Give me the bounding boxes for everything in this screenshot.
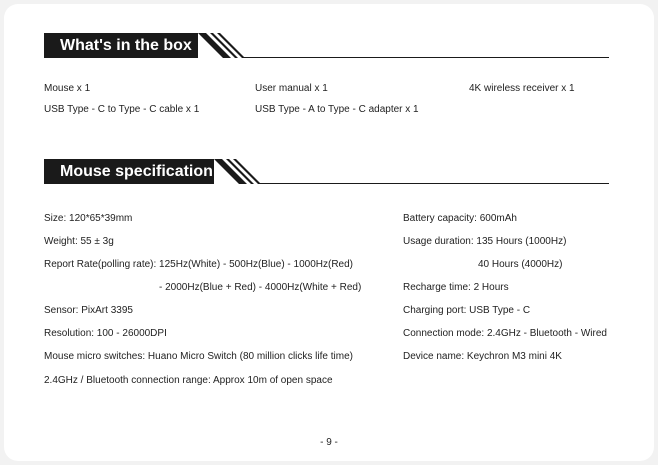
spec-section-title: Mouse specification — [44, 159, 214, 184]
spec-usage: Usage duration: 135 Hours (1000Hz) — [403, 236, 567, 247]
header-stripes-icon — [198, 33, 264, 59]
spec-battery: Battery capacity: 600mAh — [403, 213, 517, 224]
header-rule — [244, 57, 609, 58]
spec-connection: Connection mode: 2.4GHz - Bluetooth - Wired — [403, 328, 607, 339]
spec-weight: Weight: 55 ± 3g — [44, 236, 114, 247]
box-item: 4K wireless receiver x 1 — [469, 83, 575, 94]
spec-device-name: Device name: Keychron M3 mini 4K — [403, 351, 562, 362]
box-item: USB Type - A to Type - C adapter x 1 — [255, 104, 419, 115]
spec-range: 2.4GHz / Bluetooth connection range: Approx 10m of open space — [44, 375, 333, 386]
spec-charging-port: Charging port: USB Type - C — [403, 305, 531, 316]
spec-section-header — [44, 159, 609, 185]
manual-page — [4, 4, 654, 461]
spec-recharge: Recharge time: 2 Hours — [403, 282, 509, 293]
header-rule — [260, 183, 609, 184]
spec-switches: Mouse micro switches: Huano Micro Switch (80 million clicks life time) — [44, 351, 353, 362]
box-section-header — [44, 33, 609, 59]
header-stripes-icon — [214, 159, 280, 185]
spec-size: Size: 120*65*39mm — [44, 213, 133, 224]
spec-report-rate-cont: - 2000Hz(Blue + Red) - 4000Hz(White + Red) — [159, 282, 362, 293]
spec-sensor: Sensor: PixArt 3395 — [44, 305, 133, 316]
box-item: Mouse x 1 — [44, 83, 91, 94]
page-number: - 9 - — [320, 437, 338, 448]
spec-resolution: Resolution: 100 - 26000DPI — [44, 328, 167, 339]
spec-report-rate: Report Rate(polling rate): 125Hz(White) - 500Hz(Blue) - 1000Hz(Red) — [44, 259, 354, 270]
box-item: USB Type - C to Type - C cable x 1 — [44, 104, 200, 115]
spec-usage-cont: 40 Hours (4000Hz) — [478, 259, 563, 270]
box-section-title: What's in the box — [44, 33, 198, 58]
box-item: User manual x 1 — [255, 83, 328, 94]
